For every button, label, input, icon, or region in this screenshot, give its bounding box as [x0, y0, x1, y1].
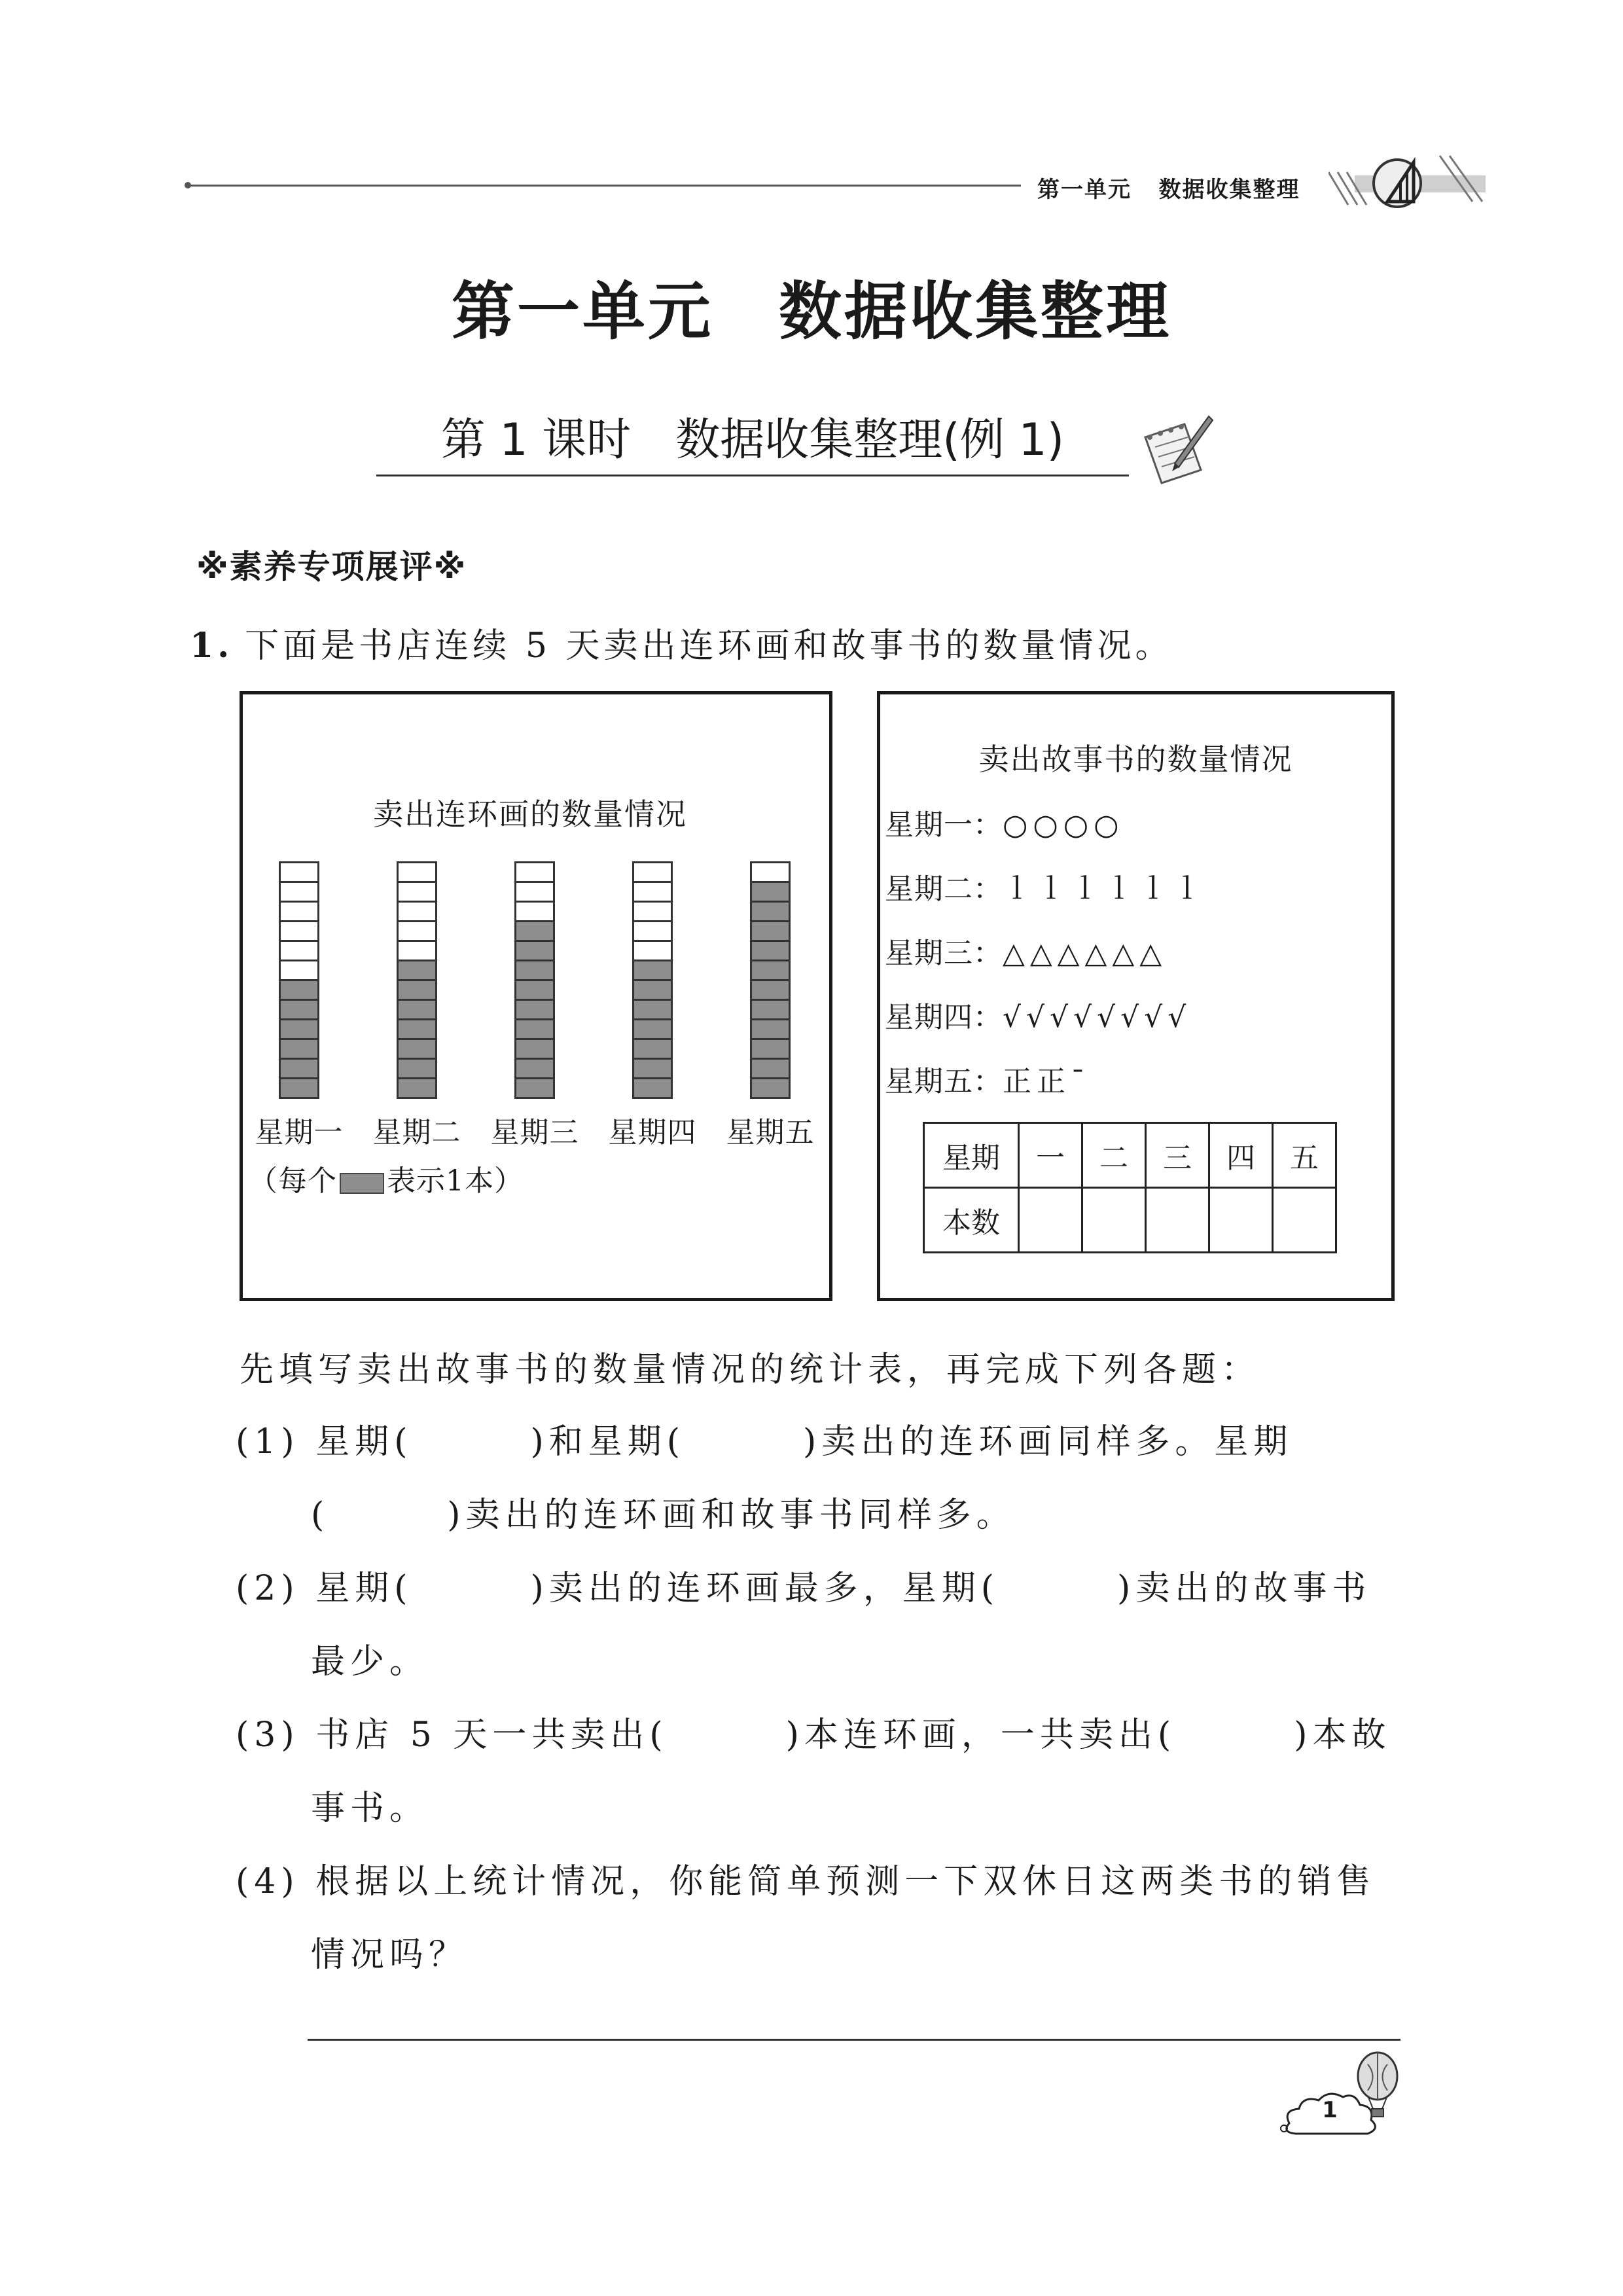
bar-cell-filled: [514, 1077, 555, 1099]
bar-cell-filled: [750, 1038, 791, 1060]
header-rule: [190, 185, 1021, 187]
bar-cell-filled: [279, 1077, 319, 1099]
table-cell-day: 一: [1019, 1123, 1082, 1188]
bar-4: [632, 861, 673, 1100]
bar-cell-filled: [514, 960, 555, 981]
bar-cell-filled: [632, 999, 673, 1020]
bar-cell-filled: [397, 999, 437, 1020]
tally-marks: ○○○○: [1003, 808, 1124, 842]
answer-cell[interactable]: [1019, 1188, 1082, 1253]
bar-cell-empty: [514, 881, 555, 903]
answer-cell[interactable]: [1273, 1188, 1336, 1253]
bar-cell-filled: [397, 1038, 437, 1060]
ruler-triangle-icon: [1329, 149, 1492, 208]
tally-label: 星期一：: [885, 808, 1003, 842]
bar-3: [514, 861, 555, 1100]
subquestion-2: (2) 星期( )卖出的连环画最多，星期( )卖出的故事书: [236, 1569, 1372, 1608]
tally-row-wednesday: [885, 929, 1167, 971]
bar-cell-filled: [514, 920, 555, 942]
legend-prefix: （每个: [249, 1164, 337, 1198]
bar-cell-filled: [632, 1038, 673, 1060]
bar-cell-empty: [279, 960, 319, 981]
bar-cell-filled: [514, 1018, 555, 1040]
comic-day-label: 星期四: [608, 1116, 697, 1149]
answer-line[interactable]: [308, 2039, 1400, 2041]
lesson-title-underline: [376, 475, 1129, 476]
bar-cell-filled: [750, 1018, 791, 1040]
tally-marks: △△△△△△: [1003, 937, 1168, 970]
running-header: [1037, 171, 1300, 204]
story-tally-title: 卖出故事书的数量情况: [978, 742, 1293, 777]
tally-row-monday: [885, 801, 1124, 843]
bar-cell-filled: [750, 999, 791, 1020]
subquestion-1-cont: ( )卖出的连环画和故事书同样多。: [311, 1496, 1016, 1535]
bar-cell-empty: [632, 901, 673, 922]
answer-cell[interactable]: [1082, 1188, 1146, 1253]
comic-chart-title: 卖出连环画的数量情况: [373, 797, 687, 832]
bar-cell-empty: [632, 940, 673, 961]
tally-label: 星期三：: [885, 937, 1003, 970]
bar-cell-empty: [397, 881, 437, 903]
bar-cell-filled: [397, 1077, 437, 1099]
bar-cell-filled: [514, 940, 555, 961]
comic-day-label: 星期三: [490, 1116, 579, 1149]
bar-cell-filled: [514, 1058, 555, 1079]
subquestion-3: (3) 书店 5 天一共卖出( )本连环画，一共卖出( )本故: [236, 1715, 1391, 1755]
page-number: 1: [1322, 2097, 1338, 2123]
bar-cell-empty: [279, 920, 319, 942]
bar-cell-filled: [514, 999, 555, 1020]
bar-cell-filled: [632, 1058, 673, 1079]
bar-cell-filled: [750, 881, 791, 903]
bar-cell-filled: [279, 979, 319, 1001]
bar-cell-filled: [750, 960, 791, 981]
bar-cell-filled: [750, 920, 791, 942]
subquestion-4: (4) 根据以上统计情况，你能简单预测一下双休日这两类书的销售: [236, 1862, 1376, 1901]
bar-cell-filled: [514, 1038, 555, 1060]
tally-marks: 正正ˉ: [1003, 1065, 1090, 1098]
tally-label: 星期二：: [885, 872, 1003, 906]
legend-suffix: 表示1本）: [387, 1164, 524, 1198]
running-header-unit: 第一单元: [1037, 177, 1132, 203]
tally-label: 星期五：: [885, 1065, 1003, 1098]
bar-cell-empty: [397, 920, 437, 942]
bar-cell-filled: [750, 940, 791, 961]
story-stat-table: [923, 1122, 1337, 1253]
bar-cell-filled: [279, 1058, 319, 1079]
subquestion-1: (1) 星期( )和星期( )卖出的连环画同样多。星期: [236, 1422, 1293, 1462]
table-cell-day: 四: [1209, 1123, 1273, 1188]
legend-swatch: [340, 1173, 384, 1194]
question-1: [190, 618, 1173, 667]
answer-cell[interactable]: [1146, 1188, 1209, 1253]
bar-cell-empty: [750, 861, 791, 883]
bar-cell-empty: [279, 940, 319, 961]
bar-cell-filled: [397, 1018, 437, 1040]
question-number: 1.: [190, 626, 234, 666]
tally-row-thursday: [885, 994, 1191, 1035]
table-header-day: 星期: [924, 1123, 1019, 1188]
bar-2: [397, 861, 437, 1100]
bar-cell-empty: [632, 920, 673, 942]
comic-day-label: 星期五: [726, 1116, 815, 1149]
bar-cell-filled: [750, 1077, 791, 1099]
section-title: ※素养专项展评※: [196, 548, 467, 586]
bar-cell-empty: [397, 940, 437, 961]
bar-cell-filled: [397, 979, 437, 1001]
table-cell-day: 三: [1146, 1123, 1209, 1188]
table-header-count: 本数: [924, 1188, 1019, 1253]
bar-1: [279, 861, 319, 1100]
question-text: 下面是书店连续 5 天卖出连环画和故事书的数量情况。: [245, 626, 1173, 666]
bar-cell-empty: [514, 861, 555, 883]
bar-cell-filled: [514, 979, 555, 1001]
tally-row-tuesday: [885, 865, 1207, 907]
bar-cell-empty: [397, 861, 437, 883]
bar-cell-empty: [632, 861, 673, 883]
instructions: 先填写卖出故事书的数量情况的统计表，再完成下列各题：: [240, 1350, 1261, 1390]
comic-day-label: 星期二: [372, 1116, 461, 1149]
answer-cell[interactable]: [1209, 1188, 1273, 1253]
bar-cell-filled: [750, 1058, 791, 1079]
bar-cell-filled: [279, 1018, 319, 1040]
bar-cell-empty: [397, 901, 437, 922]
running-header-topic: 数据收集整理: [1158, 177, 1300, 203]
table-row: [924, 1188, 1336, 1253]
bar-cell-empty: [632, 881, 673, 903]
tally-label: 星期四：: [885, 1001, 1003, 1034]
tally-marks: √√√√√√√√: [1003, 1001, 1192, 1034]
tally-row-friday: [885, 1058, 1090, 1100]
table-cell-day: 五: [1273, 1123, 1336, 1188]
bar-cell-empty: [279, 901, 319, 922]
table-row: [924, 1123, 1336, 1188]
bar-cell-filled: [279, 999, 319, 1020]
table-cell-day: 二: [1082, 1123, 1146, 1188]
bar-cell-filled: [632, 1018, 673, 1040]
bar-cell-filled: [632, 960, 673, 981]
bar-cell-empty: [514, 901, 555, 922]
bar-cell-filled: [632, 1077, 673, 1099]
subquestion-4-cont: 情况吗？: [311, 1935, 469, 1975]
bar-cell-filled: [750, 979, 791, 1001]
bar-cell-filled: [397, 1058, 437, 1079]
bar-cell-empty: [279, 881, 319, 903]
chart-legend: [249, 1157, 524, 1199]
tally-marks: ｌｌｌｌｌｌ: [1003, 872, 1207, 906]
bar-cell-filled: [279, 1038, 319, 1060]
lesson-title: 第 1 课时 数据收集整理(例 1): [440, 414, 1065, 466]
subquestion-3-cont: 事书。: [311, 1789, 429, 1828]
bar-cell-filled: [632, 979, 673, 1001]
unit-title: 第一单元 数据收集整理: [452, 275, 1171, 348]
bar-cell-empty: [279, 861, 319, 883]
bar-5: [750, 861, 791, 1100]
notebook-pen-icon: [1135, 411, 1214, 490]
bar-cell-filled: [750, 901, 791, 922]
bar-cell-filled: [397, 960, 437, 981]
subquestion-2-cont: 最少。: [311, 1642, 429, 1681]
comic-day-label: 星期一: [255, 1116, 344, 1149]
